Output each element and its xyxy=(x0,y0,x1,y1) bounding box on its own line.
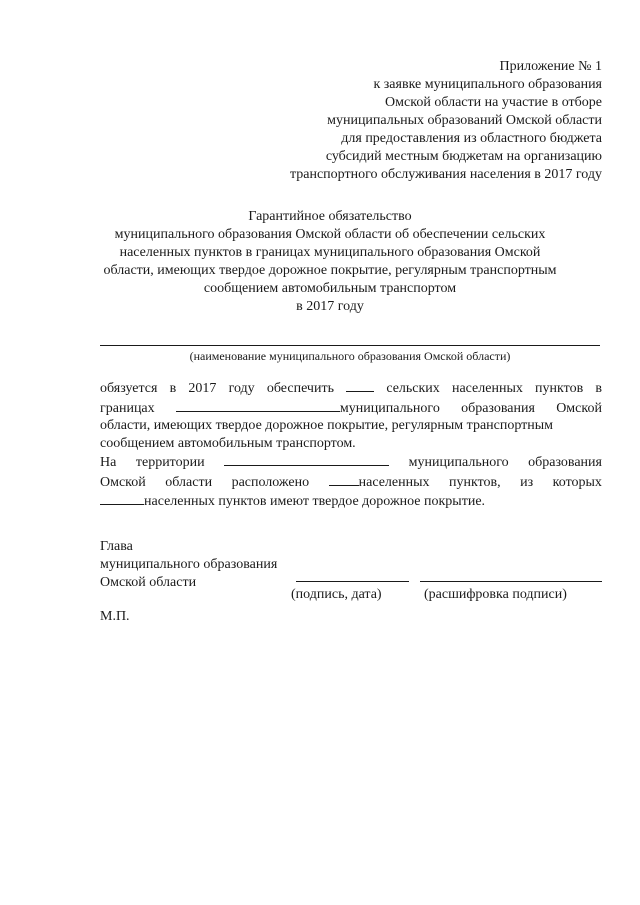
body-word: На xyxy=(100,455,117,470)
appendix-line: субсидий местным бюджетам на организацию xyxy=(325,149,602,164)
signature-block xyxy=(100,538,610,592)
signature-date-line xyxy=(296,581,409,582)
settlements-located-blank xyxy=(329,472,359,486)
body-word: в xyxy=(169,381,177,396)
signature-decode-caption: (расшифровка подписи) xyxy=(424,587,567,602)
body-word: которых xyxy=(552,474,602,490)
body-phrase xyxy=(176,398,440,418)
body-line xyxy=(100,417,602,435)
body-word: образования xyxy=(528,455,602,470)
body-line xyxy=(100,491,602,511)
appendix-header xyxy=(182,58,602,184)
title-line: муниципального образования Омской области об обеспечении сельских xyxy=(114,227,546,242)
body-word: расположено xyxy=(231,474,310,490)
body-word: населенных xyxy=(451,381,523,396)
body-word: из xyxy=(520,474,534,490)
body-line xyxy=(100,435,602,453)
territory-name-blank xyxy=(224,452,389,466)
body-word: территории xyxy=(135,455,205,470)
title-line: в 2017 году xyxy=(296,299,364,314)
signatory-line: Глава xyxy=(100,539,133,554)
body-phrase xyxy=(329,472,430,492)
document-title xyxy=(95,208,565,316)
body-word: обеспечить xyxy=(266,381,334,396)
signature-date-caption: (подпись, дата) xyxy=(291,587,382,602)
paved-settlements-blank xyxy=(100,491,144,505)
appendix-line: к заявке муниципального образования xyxy=(373,77,602,92)
appendix-line: Приложение № 1 xyxy=(499,59,602,74)
title-line: области, имеющих твердое дорожное покрытие, регулярным транспортным xyxy=(103,263,557,278)
body-word: Омской xyxy=(556,400,602,416)
body-word: образования xyxy=(461,400,535,416)
title-line: населенных пунктов в границах муниципального образования Омской xyxy=(119,245,541,260)
appendix-line: муниципальных образований Омской области xyxy=(327,113,602,128)
settlements-count-blank xyxy=(346,378,374,392)
municipality-name-blank xyxy=(176,398,340,412)
municipality-name-caption: (наименование муниципального образования Омской области) xyxy=(189,349,511,363)
signatory-line: Омской области xyxy=(100,575,197,590)
title-line: сообщением автомобильным транспортом xyxy=(203,281,457,296)
body-word: области xyxy=(165,474,213,490)
body-word: пунктов, xyxy=(449,474,501,490)
body-text: сообщением автомобильным транспортом. xyxy=(100,435,356,451)
body-line xyxy=(100,398,602,418)
body-word: году xyxy=(228,381,255,396)
body-line xyxy=(100,378,602,398)
body-word: муниципального xyxy=(339,400,440,416)
municipality-name-field-line xyxy=(100,345,600,346)
body-text: области, имеющих твердое дорожное покрытие, регулярным транспортным xyxy=(100,418,554,433)
body-text: населенных пунктов имеют твердое дорожное покрытие. xyxy=(144,494,486,509)
body-word: обязуется xyxy=(100,381,158,396)
signatory-line: муниципального образования xyxy=(100,557,278,572)
appendix-line: Омской области на участие в отборе xyxy=(385,95,602,110)
body-word: границах xyxy=(100,400,155,416)
body-word: в xyxy=(595,381,602,396)
body-word: населенных xyxy=(358,474,430,490)
title-line: Гарантийное обязательство xyxy=(248,209,412,224)
obligation-body xyxy=(100,378,602,511)
body-word: сельских xyxy=(386,381,440,396)
body-line xyxy=(100,472,602,492)
body-word: Омской xyxy=(100,474,146,490)
appendix-line: для предоставления из областного бюджета xyxy=(341,131,602,146)
body-word: пунктов xyxy=(535,381,584,396)
body-word: 2017 xyxy=(188,381,217,396)
body-line xyxy=(100,452,602,472)
body-word: муниципального xyxy=(408,455,509,470)
signature-decode-line xyxy=(420,581,602,582)
stamp-placeholder: М.П. xyxy=(100,609,130,624)
appendix-line: транспортного обслуживания населения в 2017 году xyxy=(289,167,602,182)
